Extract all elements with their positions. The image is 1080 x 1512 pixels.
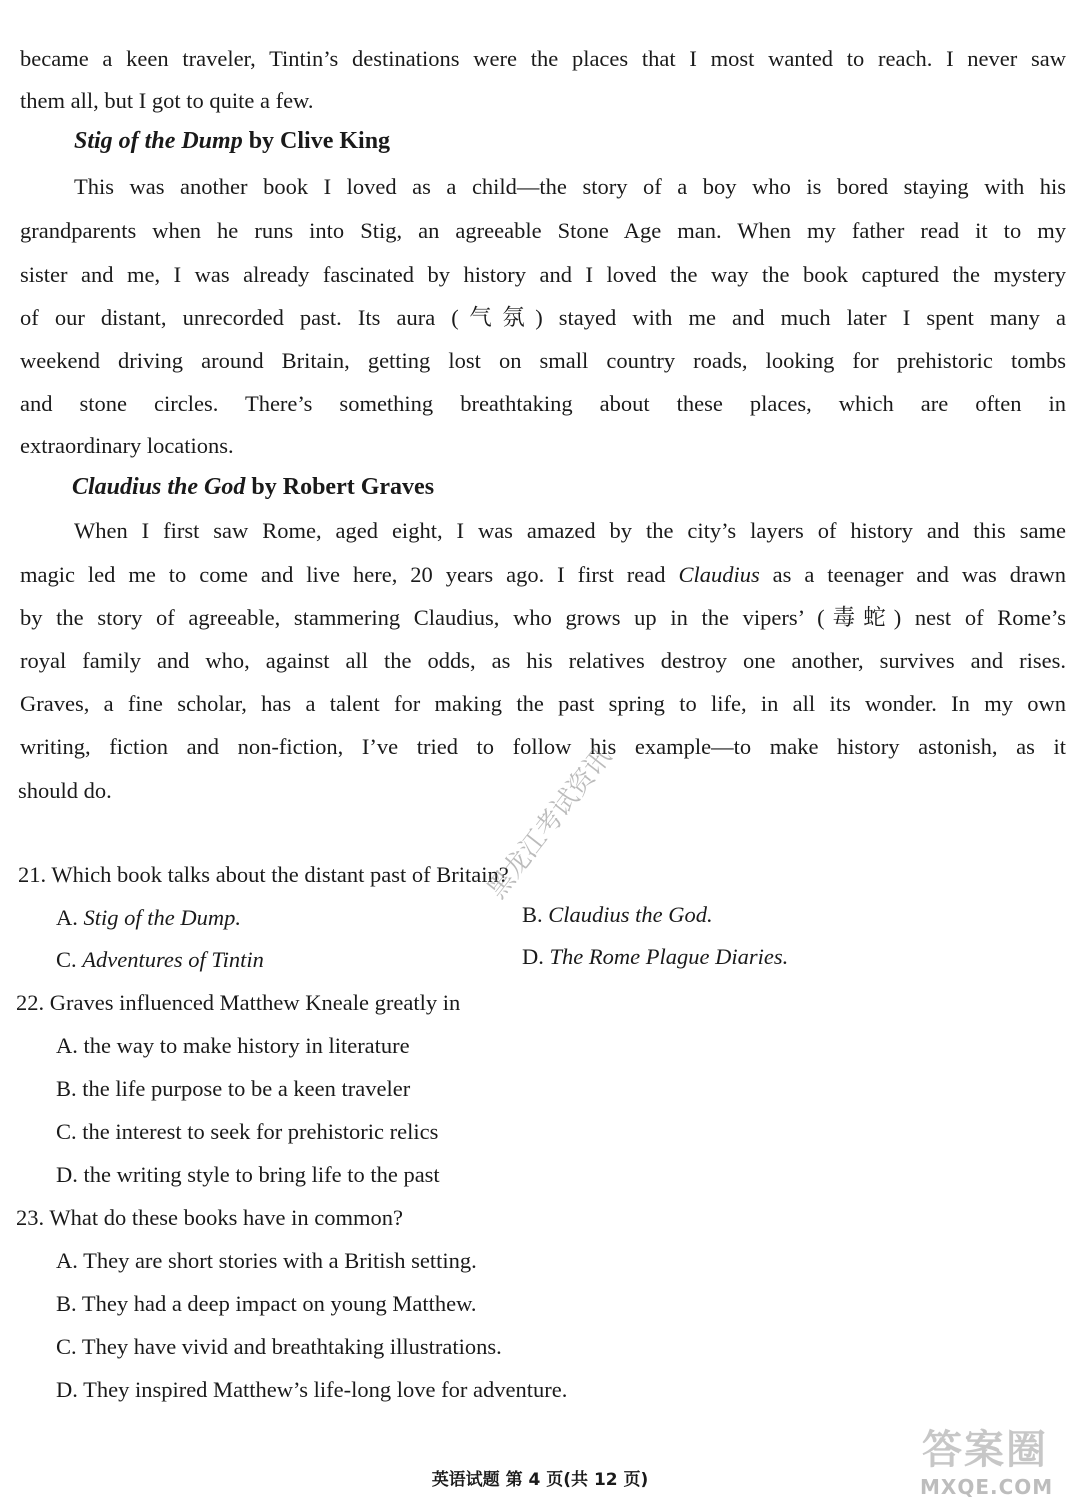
- stig-book-title: Stig of the Dump: [74, 128, 243, 154]
- q21-option-b-letter: B.: [522, 902, 549, 927]
- q21-stem: 21. Which book talks about the distant past of Britain?: [18, 862, 509, 887]
- stamp-graphic: [470, 700, 730, 930]
- q21-option-c-letter: C.: [56, 947, 83, 972]
- watermark-logo-text: 答案圈: [922, 1427, 1048, 1473]
- q23-option-a: A. They are short stories with a British setting.: [56, 1248, 477, 1273]
- stig-line-7: extraordinary locations.: [20, 433, 234, 458]
- q22-option-a: A. the way to make history in literature: [56, 1033, 410, 1058]
- stig-line-1: This was another book I loved as a child—the story of a boy who is bored staying with his: [74, 174, 1066, 199]
- intro-line-2: them all, but I got to quite a few.: [20, 88, 314, 113]
- claudius-line-3: by the story of agreeable, stammering Claudius, who grows up in the vipers’ (毒蛇) nest of Rome’s: [20, 605, 1066, 630]
- page-footer: 英语试题 第 4 页(共 12 页): [431, 1470, 649, 1490]
- q21-option-c: [56, 945, 264, 975]
- claudius-line-5: Graves, a fine scholar, has a talent for making the past spring to life, in all its wonder. In my own: [20, 691, 1066, 716]
- watermark-url: MXQE.COM: [920, 1475, 1054, 1499]
- q21-option-a-letter: A.: [56, 905, 84, 930]
- claudius-line-2-italic: Claudius: [678, 562, 760, 587]
- q21-option-d: [522, 942, 788, 972]
- exam-stamp-watermark: [470, 700, 730, 930]
- q21-option-a-text: Stig of the Dump.: [83, 905, 241, 930]
- q22-option-d: D. the writing style to bring life to the past: [56, 1162, 440, 1187]
- stig-line-3: sister and me, I was already fascinated by history and I loved the way the book captured the mystery: [20, 262, 1066, 287]
- q21-option-d-letter: D.: [522, 944, 550, 969]
- claudius-line-2: [20, 560, 1066, 590]
- q21-option-b-text: Claudius the God.: [548, 902, 713, 927]
- stamp-text: 黑龙江考试资讯: [481, 742, 618, 905]
- claudius-author: by Robert Graves: [245, 474, 435, 500]
- claudius-line-7: should do.: [18, 778, 112, 803]
- stig-line-4: of our distant, unrecorded past. Its aura (气氛) stayed with me and much later I spent many a: [20, 305, 1066, 330]
- intro-line-1: became a keen traveler, Tintin’s destinations were the places that I most wanted to reach. I never saw: [20, 46, 1066, 71]
- q23-stem: 23. What do these books have in common?: [16, 1205, 404, 1230]
- corner-watermark: [920, 1418, 1054, 1504]
- q23-option-b: B. They had a deep impact on young Matthew.: [56, 1291, 477, 1316]
- stig-line-6: and stone circles. There’s something breathtaking about these places, which are often in: [20, 391, 1066, 416]
- claudius-line-4: royal family and who, against all the odds, as his relatives destroy one another, survives and rises.: [20, 648, 1066, 673]
- q21-option-c-text: Adventures of Tintin: [82, 947, 264, 972]
- q23-option-c: C. They have vivid and breathtaking illustrations.: [56, 1334, 502, 1359]
- claudius-book-title: Claudius the God: [72, 474, 246, 500]
- stig-author: by Clive King: [242, 128, 391, 154]
- q21-option-a: [56, 903, 241, 933]
- stig-line-2: grandparents when he runs into Stig, an agreeable Stone Age man. When my father read it to my: [20, 218, 1066, 243]
- q21-option-d-text: The Rome Plague Diaries.: [549, 944, 789, 969]
- stig-line-5: weekend driving around Britain, getting lost on small country roads, looking for prehistoric tombs: [20, 348, 1066, 373]
- claudius-line-2-b: as a teenager and was drawn: [759, 562, 1066, 587]
- q22-option-c: C. the interest to seek for prehistoric relics: [56, 1119, 439, 1144]
- claudius-line-2-a: magic led me to come and live here, 20 years ago. I first read: [20, 562, 679, 587]
- claudius-section-title: [72, 472, 434, 502]
- q23-option-d: D. They inspired Matthew’s life-long love for adventure.: [56, 1377, 568, 1402]
- claudius-line-6: writing, fiction and non-fiction, I’ve tried to follow his example—to make history astonish, as it: [20, 734, 1066, 759]
- q22-stem: 22. Graves influenced Matthew Kneale greatly in: [16, 990, 461, 1015]
- stig-section-title: [74, 126, 390, 156]
- claudius-line-1: When I first saw Rome, aged eight, I was amazed by the city’s layers of history and this same: [74, 518, 1066, 543]
- q22-option-b: B. the life purpose to be a keen traveler: [56, 1076, 411, 1101]
